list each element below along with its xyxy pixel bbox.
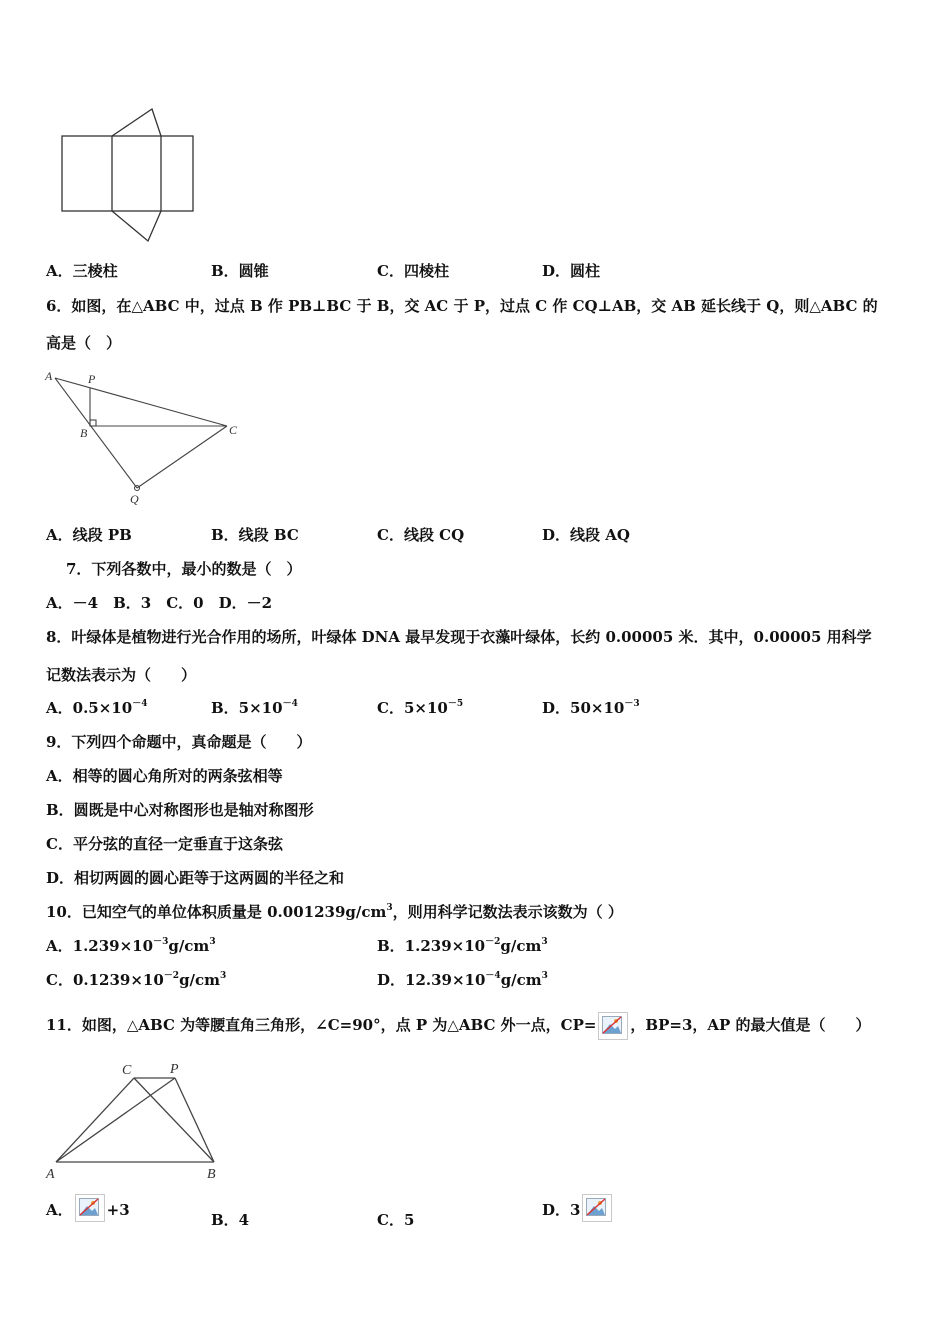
q11-label-p: P — [170, 1062, 179, 1077]
q6-option-d: D．线段 AQ — [542, 526, 630, 544]
q11-option-d: D．3 — [542, 1190, 614, 1230]
q8-stem-line1: 8．叶绿体是植物进行光合作用的场所，叶绿体 DNA 最早发现于衣藻叶绿体，长约 0.00005 米．其中，0.00005 用科学 — [46, 628, 872, 646]
q11-label-b: B — [207, 1167, 216, 1182]
q11-option-b: B．4 — [211, 1211, 250, 1229]
q8-option-c: C．$5\times 10^{-5}$ — [377, 699, 464, 717]
q6-label-c: C — [229, 423, 238, 437]
q11-stem: 11．如图，△ABC 为等腰直角三角形，∠C=90°，点 P 为△ABC 外一点，CP= ，BP=3，AP 的最大值是（ ） — [46, 1005, 871, 1045]
q8-option-b: B．$5\times 10^{-4}$ — [211, 699, 298, 717]
q5-option-a: A．三棱柱 — [46, 262, 118, 280]
q10-stem: 10．已知空气的单位体积质量是 $0.001239g/cm^3$，则用科学记数法表示该数为（ ） — [46, 903, 623, 921]
q10-option-d: D．$12.39\times 10^{-4}g/cm^3$ — [377, 971, 548, 989]
q5-option-b: B．圆锥 — [211, 262, 269, 280]
q11-label-c: C — [122, 1063, 132, 1078]
q11-triangle-figure — [42, 1058, 227, 1186]
q6-triangle-figure — [42, 366, 242, 506]
q5-option-c: C．四棱柱 — [377, 262, 449, 280]
q8-option-d: D．$50\times 10^{-3}$ — [542, 699, 640, 717]
q7-options: A．－4 B．3 C．0 D．－2 — [46, 594, 273, 612]
q9-stem: 9．下列四个命题中，真命题是（ ） — [46, 733, 312, 751]
q9-option-a: A．相等的圆心角所对的两条弦相等 — [46, 767, 283, 785]
q6-label-q: Q — [130, 492, 139, 506]
q6-label-a: A — [45, 369, 53, 383]
prism-net-figure — [58, 106, 198, 246]
q6-stem-line2: 高是（ ） — [46, 334, 122, 352]
q9-option-b: B．圆既是中心对称图形也是轴对称图形 — [46, 801, 314, 819]
q9-option-c: C．平分弦的直径一定垂直于这条弦 — [46, 835, 283, 853]
q6-label-b: B — [80, 426, 88, 440]
q6-stem-line1: 6．如图，在△ABC 中，过点 B 作 PB⊥BC 于 B，交 AC 于 P，过点 C 作 CQ⊥AB，交 AB 延长线于 Q，则△ABC 的 — [46, 297, 878, 315]
q10-option-b: B．$1.239\times 10^{-2}g/cm^3$ — [377, 937, 548, 955]
broken-image-icon — [598, 1012, 628, 1040]
q5-option-d: D．圆柱 — [542, 262, 601, 280]
q6-option-b: B．线段 BC — [211, 526, 299, 544]
broken-image-icon — [75, 1194, 105, 1222]
q11-option-a: A． +3 — [46, 1190, 130, 1230]
broken-image-icon — [582, 1194, 612, 1222]
q6-label-p: P — [88, 372, 96, 386]
q11-option-c: C．5 — [377, 1211, 415, 1229]
q8-stem-line2: 记数法表示为（ ） — [46, 666, 197, 684]
q8-option-a: A．$0.5\times 10^{-4}$ — [46, 699, 148, 717]
q9-option-d: D．相切两圆的圆心距等于这两圆的半径之和 — [46, 869, 345, 887]
q10-option-c: C．$0.1239\times 10^{-2}g/cm^3$ — [46, 971, 227, 989]
q10-option-a: A．$1.239\times 10^{-3}g/cm^3$ — [46, 937, 216, 955]
q11-label-a: A — [46, 1167, 55, 1182]
q7-stem: 7．下列各数中，最小的数是（ ） — [66, 560, 302, 578]
q6-option-c: C．线段 CQ — [377, 526, 465, 544]
q6-option-a: A．线段 PB — [46, 526, 132, 544]
